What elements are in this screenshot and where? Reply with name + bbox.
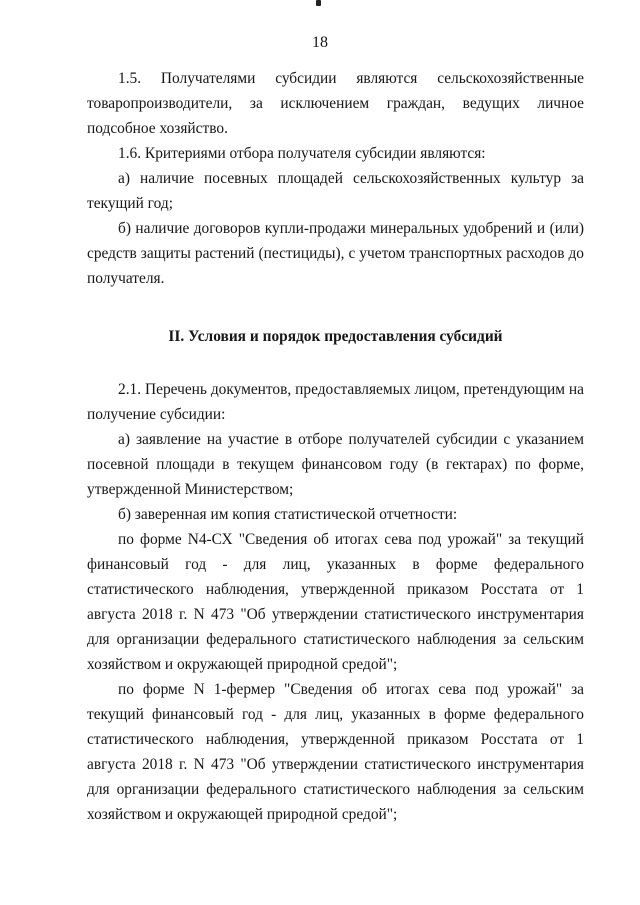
paragraph-2-1-b: б) заверенная им копия статистической отчетности: — [118, 506, 458, 523]
paragraph-2-1-a: а) заявление на участие в отборе получателей субсидии с указанием посевной площади в текущем финансовом году (в гектарах) по форме, утвержденной Министерством; — [87, 431, 584, 498]
paragraph-1-5: 1.5. Получателями субсидии являются сельскохозяйственные товаропроизводители, за исключением граждан, ведущих личное подсобное хозяйство. — [87, 70, 584, 137]
paragraph-1-6: 1.6. Критериями отбора получателя субсидии являются: — [118, 145, 486, 162]
paragraph-1-6-b: б) наличие договоров купли-продажи минеральных удобрений и (или) средств защиты растений (пестициды), с учетом транспортных расходов до получателя. — [87, 220, 584, 287]
page-number: 18 — [312, 34, 328, 51]
paragraph-1-6-a: а) наличие посевных площадей сельскохозяйственных культур за текущий год; — [87, 170, 584, 212]
scan-mark — [316, 0, 321, 6]
paragraph-2-1: 2.1. Перечень документов, предоставляемых лицом, претендующим на получение субсидии: — [87, 381, 584, 423]
document-body — [87, 66, 584, 827]
paragraph-form-n4: по форме N4-СХ "Сведения об итогах сева под урожай" за текущий финансовый год - для лиц, указанных в форме федерального статистического наблюдения, утвержденной приказом Росстата от 1 августа 2018 г. N 473 "Об утверждении статистического инструментария для организации федерального статистического наблюдения за сельским хозяйством и окружающей природной средой"; — [87, 531, 584, 673]
section-heading: II. Условия и порядок предоставления субсидий — [168, 328, 503, 345]
paragraph-form-n1: по форме N 1-фермер "Сведения об итогах сева под урожай" за текущий финансовый год - для лиц, указанных в форме федерального статистического наблюдения, утвержденной приказом Росстата от 1 августа 2018 г. N 473 "Об утверждении статистического инструментария для организации федерального статистического наблюдения за сельским хозяйством и окружающей природной средой"; — [87, 681, 584, 823]
